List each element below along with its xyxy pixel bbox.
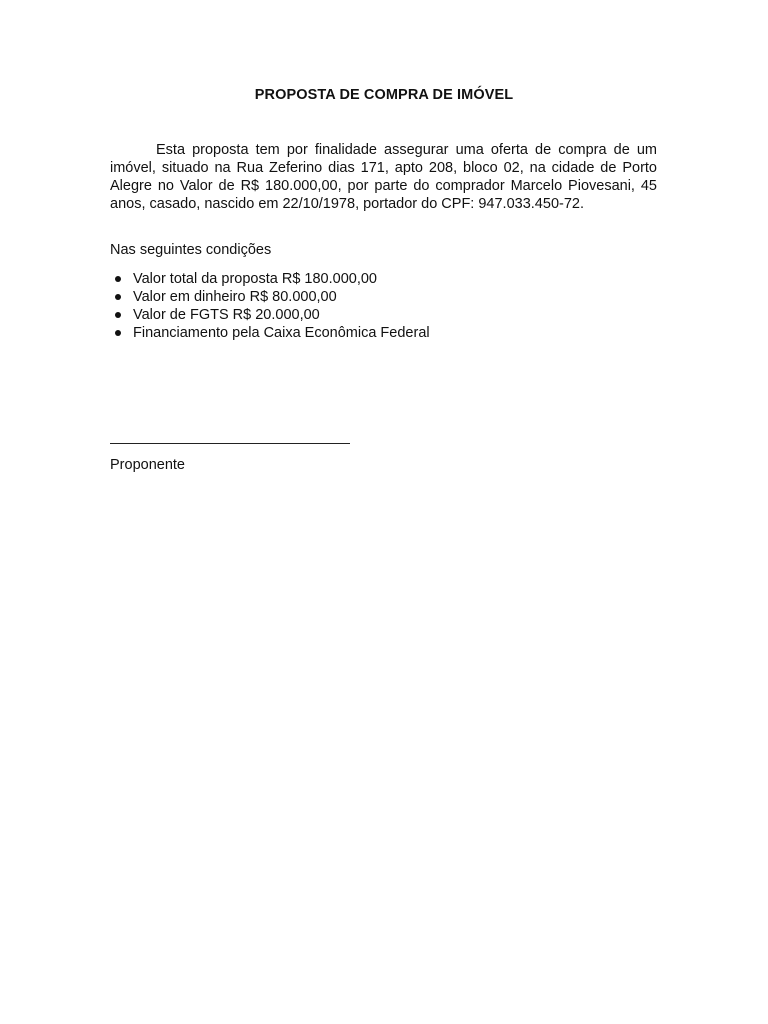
condition-item	[110, 270, 430, 288]
document-title: PROPOSTA DE COMPRA DE IMÓVEL	[254, 87, 514, 103]
bullet-icon	[115, 276, 121, 282]
intro-paragraph: Esta proposta tem por finalidade assegurar uma oferta de compra de um imóvel, situado na Rua Zeferino dias 171, apto 208, bloco 02, na cidade de Porto Alegre no Valor de R$ 180.000,00, por parte do comprador Marcelo Piovesani, 45 anos, casado, nascido em 22/10/1978, portador do CPF: 947.033.450-72.	[110, 142, 657, 212]
conditions-list	[110, 270, 430, 342]
bullet-icon	[115, 330, 121, 336]
condition-text: Financiamento pela Caixa Econômica Federal	[133, 325, 430, 341]
condition-item	[110, 324, 430, 342]
bullet-icon	[115, 294, 121, 300]
signer-label: Proponente	[110, 457, 185, 473]
bullet-icon	[115, 312, 121, 318]
signature-line	[110, 443, 350, 444]
condition-text: Valor total da proposta R$ 180.000,00	[133, 271, 377, 287]
condition-item	[110, 306, 430, 324]
conditions-label: Nas seguintes condições	[110, 242, 272, 258]
condition-item	[110, 288, 430, 306]
condition-text: Valor em dinheiro R$ 80.000,00	[133, 289, 337, 305]
condition-text: Valor de FGTS R$ 20.000,00	[133, 307, 320, 323]
